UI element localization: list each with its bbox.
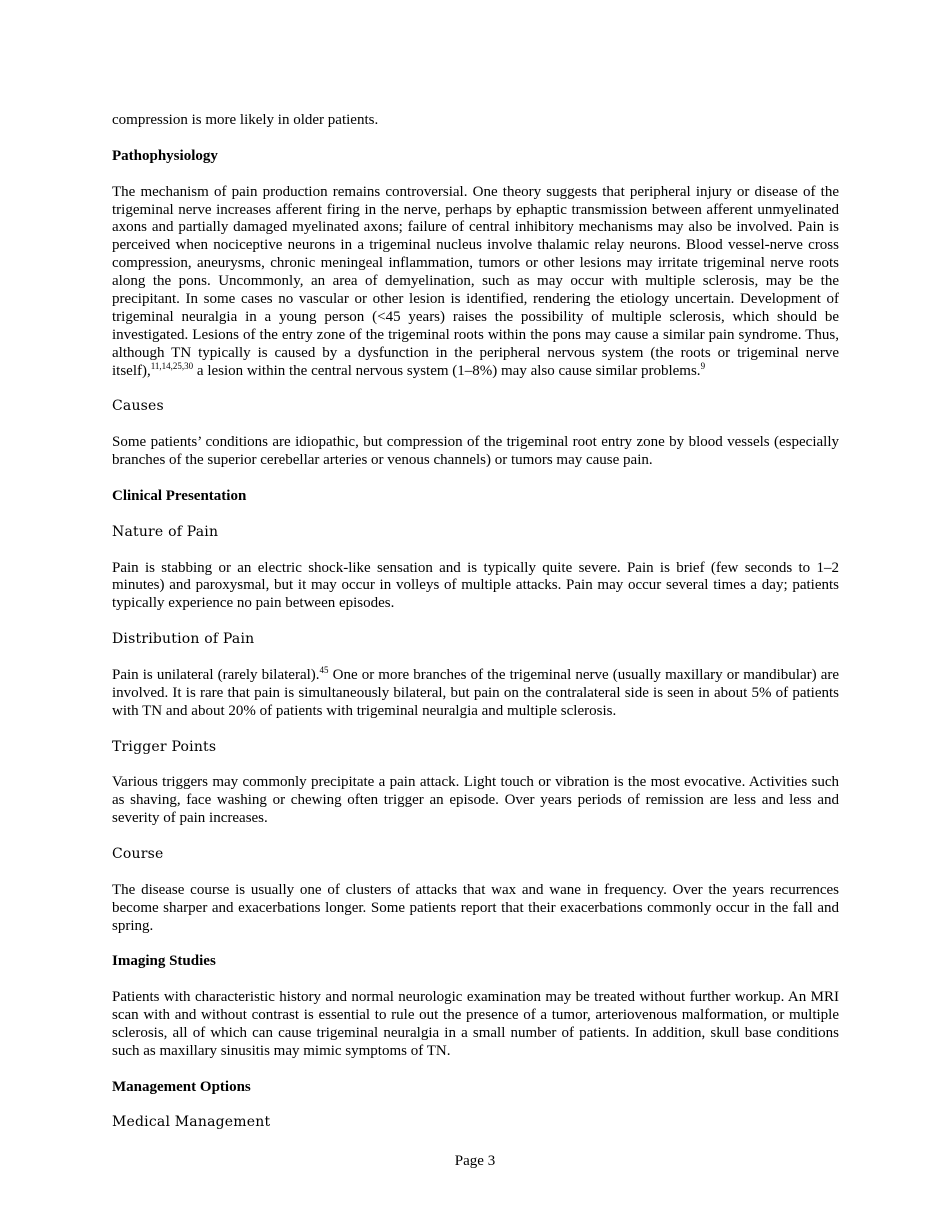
document-page — [112, 112, 839, 1132]
citation-superscript: 9 — [700, 360, 706, 371]
distribution-paragraph — [112, 664, 839, 721]
subheading-medical-management: Medical Management — [112, 1114, 271, 1131]
heading-pathophysiology: Pathophysiology — [112, 147, 218, 164]
trigger-points-paragraph: Various triggers may commonly precipitate a pain attack. Light touch or vibration is the most evocative. Activities such as shaving, face washing or chewing often trigger an episode. Over years periods of remission are less and less and severity of pain increases. — [112, 774, 839, 827]
citation-superscript: 45 — [319, 664, 329, 675]
subheading-trigger-points: Trigger Points — [112, 738, 217, 755]
heading-management-options: Management Options — [112, 1078, 251, 1095]
heading-imaging-studies: Imaging Studies — [112, 953, 216, 970]
pathophysiology-text-part2: a lesion within the central nervous system (1–8%) may also cause similar problems. — [193, 362, 701, 379]
pathophysiology-text-part1: The mechanism of pain production remains controversial. One theory suggests that peripheral injury or disease of the trigeminal nerve increases afferent firing in the nerve, perhaps by ephaptic transmission between afferent unmyelinated axons and partially damaged myelinated axons; failure of central inhibitory mechanisms may also be involved. Pain is perceived when nociceptive neurons in a trigeminal nucleus involve thalamic relay neurons. Blood vessel-nerve cross compression, aneurysms, chronic meningeal inflammation, tumors or other lesions may irritate trigeminal nerve roots along the pons. Uncommonly, an area of demyelination, such as may occur with multiple sclerosis, may be the precipitant. In some cases no vascular or other lesion is identified, rendering the etiology uncertain. Development of trigeminal neuralgia in a young person (<45 years) raises the possibility of multiple sclerosis, which should be investigated. Lesions of the entry zone of the trigeminal roots within the pons may cause a similar pain syndrome. Thus, although TN typically is caused by a dysfunction in the peripheral nervous system (the roots or trigeminal nerve itself), — [112, 183, 839, 379]
citation-superscript: 11,14,25,30 — [150, 360, 194, 371]
page-number-footer: Page 3 — [454, 1153, 496, 1169]
heading-clinical-presentation: Clinical Presentation — [112, 487, 247, 504]
course-paragraph: The disease course is usually one of clusters of attacks that wax and wane in frequency. Over the years recurrences become sharper and exacerbations longer. Some patients report that their exacerbations commonly occur in the fall and spring. — [112, 881, 839, 934]
pathophysiology-paragraph — [112, 184, 839, 381]
imaging-paragraph: Patients with characteristic history and normal neurologic examination may be treated without further workup. An MRI scan with and without contrast is essential to rule out the presence of a tumor, arteriovenous malformation, or multiple sclerosis, all of which can cause trigeminal neuralgia in a small number of patients. In addition, skull base conditions such as maxillary sinusitis may mimic symptoms of TN. — [112, 989, 839, 1059]
subheading-causes: Causes — [112, 398, 164, 415]
subheading-distribution-of-pain: Distribution of Pain — [112, 631, 255, 648]
distribution-text-part2: One or more branches of the trigeminal nerve (usually maxillary or mandibular) are involved. It is rare that pain is simultaneously bilateral, but pain on the contralateral side is seen in about 5% of patients with TN and about 20% of patients with trigeminal neuralgia and multiple sclerosis. — [112, 666, 839, 719]
subheading-nature-of-pain: Nature of Pain — [112, 523, 219, 540]
nature-of-pain-paragraph: Pain is stabbing or an electric shock-like sensation and is typically quite severe. Pain is brief (few seconds to 1–2 minutes) and paroxysmal, but it may occur in volleys of multiple attacks. Pain may occur several times a day; patients typically experience no pain between episodes. — [112, 559, 839, 612]
subheading-course: Course — [112, 845, 164, 862]
causes-paragraph: Some patients’ conditions are idiopathic, but compression of the trigeminal root entry zone by blood vessels (especially branches of the superior cerebellar arteries or venous channels) or tumors may cause pain. — [112, 434, 839, 469]
distribution-text-part1: Pain is unilateral (rarely bilateral). — [112, 666, 320, 683]
continuation-paragraph: compression is more likely in older patients. — [112, 112, 379, 128]
